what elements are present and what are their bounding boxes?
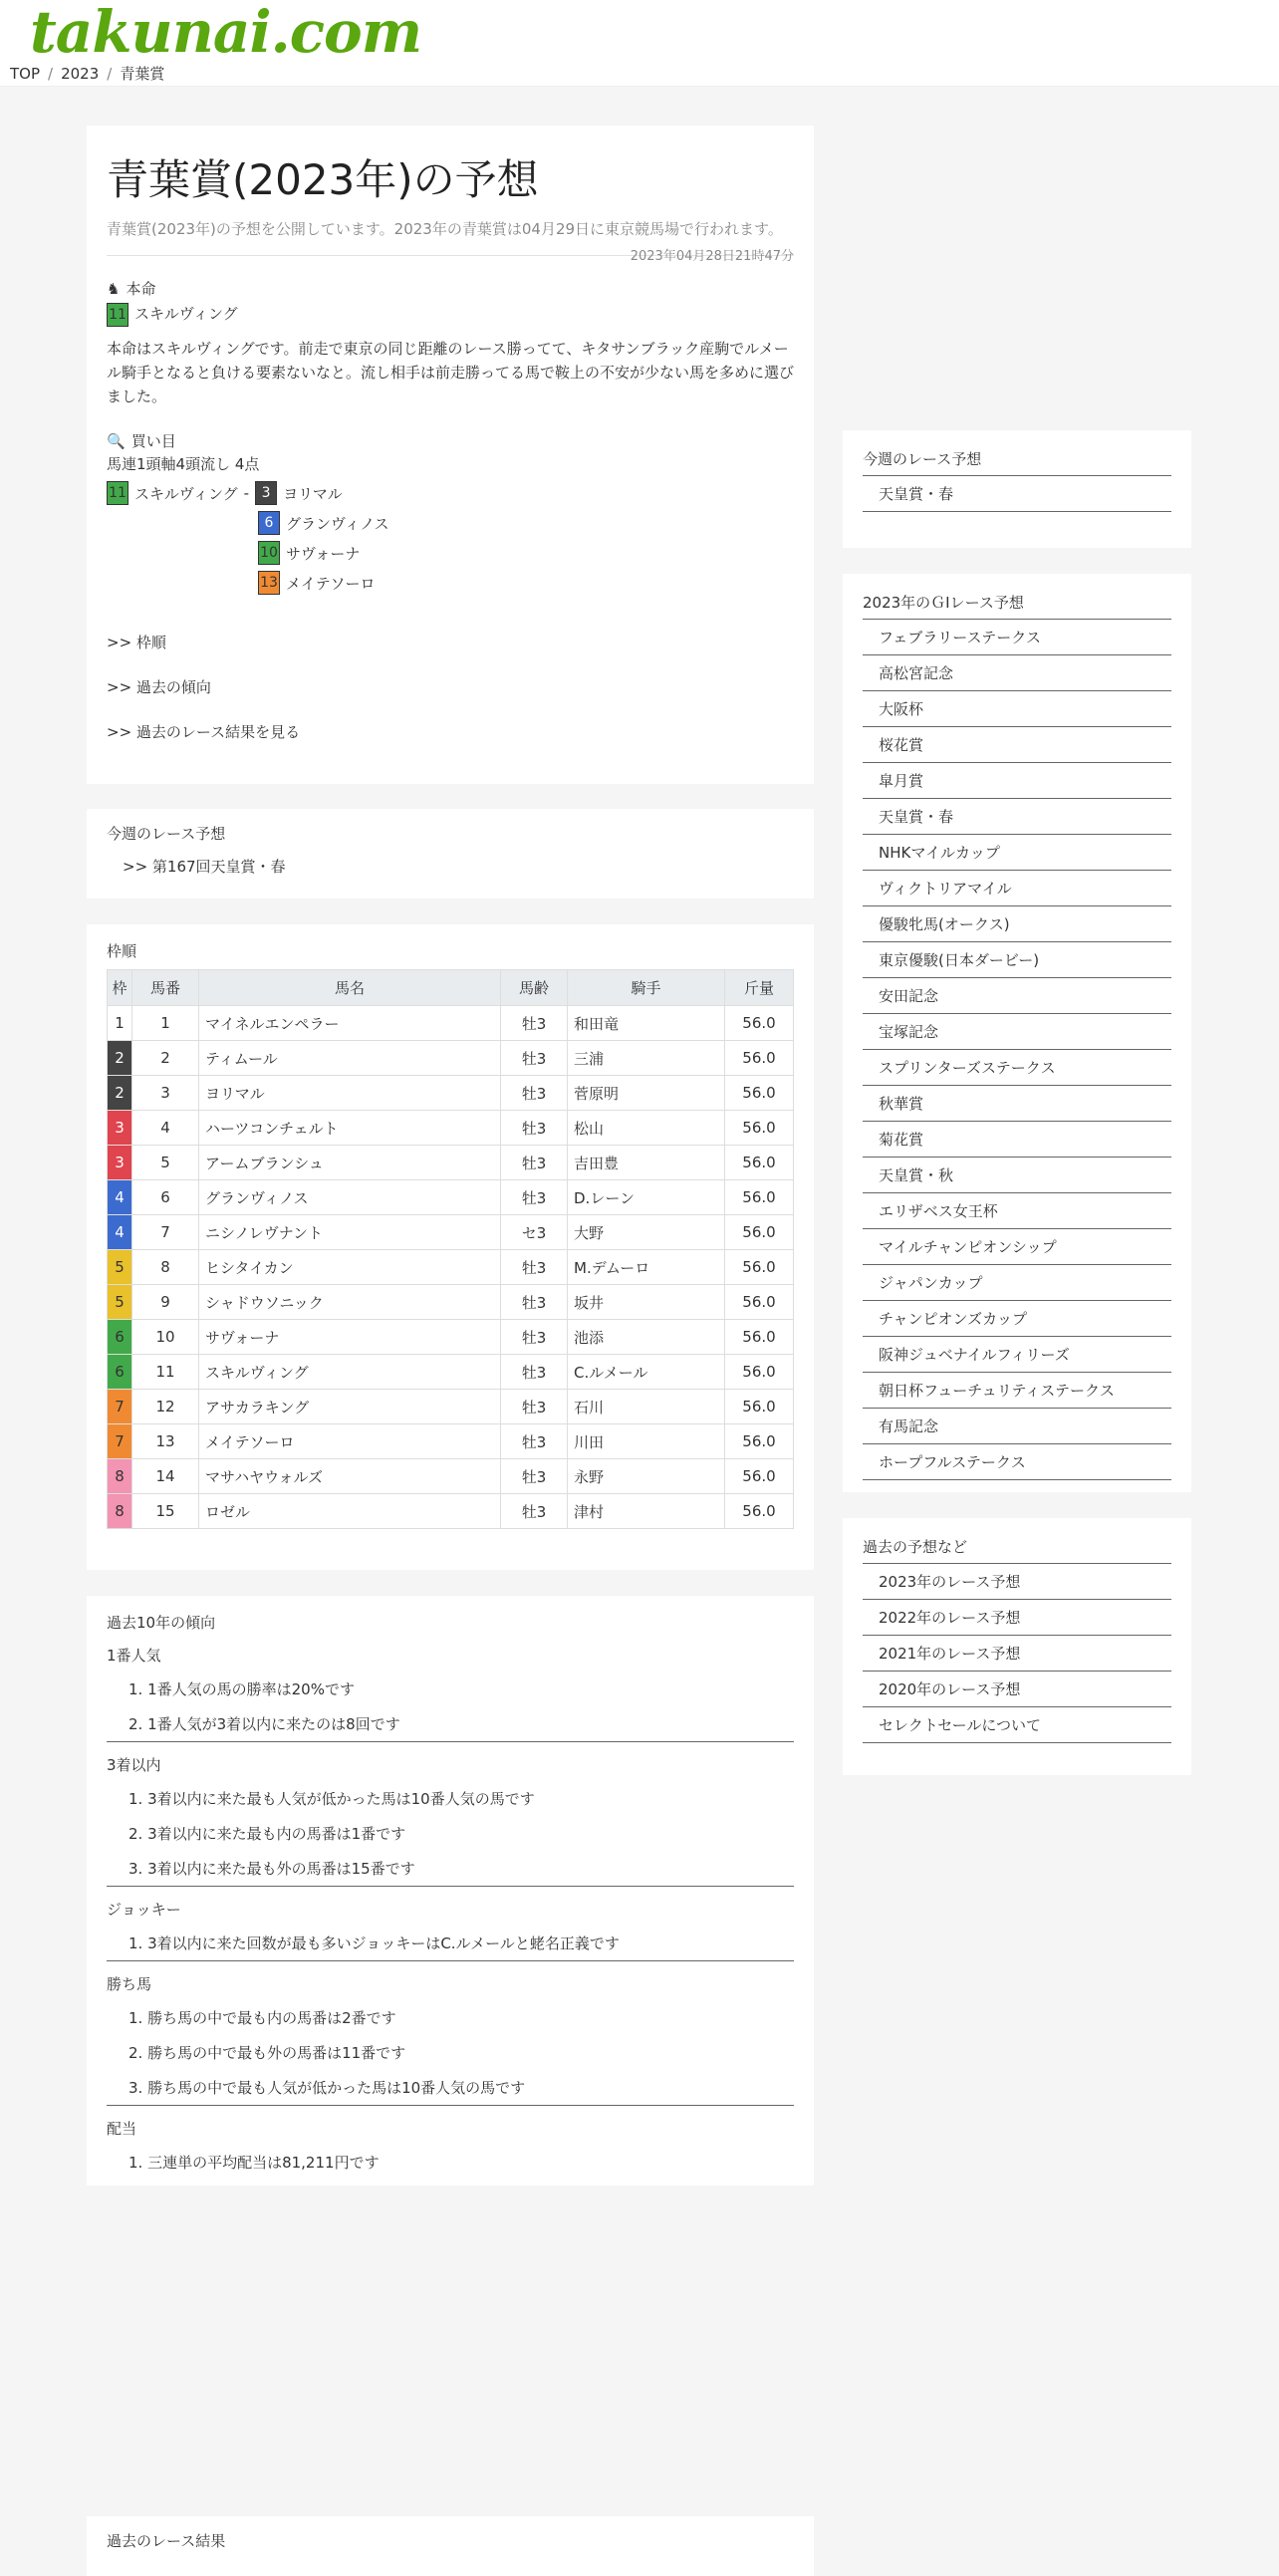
- sidebar-past-title: 過去の予想など: [863, 1536, 1171, 1564]
- sidebar-link[interactable]: 朝日杯フューチュリティステークス: [863, 1373, 1171, 1409]
- waku-cell: 2: [108, 1076, 132, 1111]
- weight-cell: 56.0: [725, 1390, 794, 1424]
- sidebar-link[interactable]: スプリンターズステークス: [863, 1050, 1171, 1086]
- waku-cell: 8: [108, 1494, 132, 1529]
- age-cell: 牡3: [501, 1076, 568, 1111]
- table-row: [108, 1041, 794, 1076]
- umaban-cell: 7: [132, 1215, 199, 1250]
- trend-item: 2. 3着以内に来た最も内の馬番は1番です: [128, 1825, 406, 1843]
- table-row: [108, 1424, 794, 1459]
- weight-cell: 56.0: [725, 1459, 794, 1494]
- horse-name-cell: ティムール: [199, 1041, 501, 1076]
- trends-card: [87, 1596, 814, 2186]
- jockey-cell: 松山: [568, 1111, 725, 1146]
- sidebar-link[interactable]: 皐月賞: [863, 763, 1171, 799]
- sidebar-link[interactable]: 高松宮記念: [863, 655, 1171, 691]
- age-cell: 牡3: [501, 1459, 568, 1494]
- age-cell: 牡3: [501, 1006, 568, 1041]
- honmei-heading: [107, 278, 794, 299]
- table-row: [108, 1111, 794, 1146]
- horse-name-cell: マイネルエンペラー: [199, 1006, 501, 1041]
- weight-cell: 56.0: [725, 1180, 794, 1215]
- table-row: [108, 1250, 794, 1285]
- horse-icon: ♞: [107, 279, 121, 298]
- col-header: 騎手: [568, 970, 725, 1006]
- search-icon: 🔍: [107, 431, 126, 450]
- age-cell: 牡3: [501, 1494, 568, 1529]
- this-week-link[interactable]: >> 第167回天皇賞・春: [123, 858, 286, 876]
- jockey-cell: C.ルメール: [568, 1355, 725, 1390]
- link-entries[interactable]: >> 枠順: [107, 634, 166, 651]
- waku-cell: 4: [108, 1180, 132, 1215]
- sidebar-link[interactable]: マイルチャンピオンシップ: [863, 1229, 1171, 1265]
- trend-group: [107, 1899, 794, 1961]
- partner-name: グランヴィノス: [286, 514, 389, 533]
- lead-text: 青葉賞(2023年)の予想を公開しています。2023年の青葉賞は04月29日に東京競馬場で行われます。: [107, 220, 783, 238]
- col-header: 馬齢: [501, 970, 568, 1006]
- sidebar-link[interactable]: 安田記念: [863, 978, 1171, 1014]
- weight-cell: 56.0: [725, 1250, 794, 1285]
- age-cell: 牡3: [501, 1041, 568, 1076]
- jockey-cell: 津村: [568, 1494, 725, 1529]
- jockey-cell: 吉田豊: [568, 1146, 725, 1180]
- trend-item: 3. 3着以内に来た最も外の馬番は15番です: [128, 1860, 415, 1878]
- waku-cell: 3: [108, 1111, 132, 1146]
- sidebar-link[interactable]: ホープフルステークス: [863, 1444, 1171, 1480]
- jockey-cell: 池添: [568, 1320, 725, 1355]
- horse-name-cell: ハーツコンチェルト: [199, 1111, 501, 1146]
- umaban-cell: 6: [132, 1180, 199, 1215]
- timestamp: 2023年04月28日21時47分: [630, 249, 794, 264]
- sidebar-link[interactable]: 宝塚記念: [863, 1014, 1171, 1050]
- entries-table: [107, 969, 794, 1529]
- waku-cell: 5: [108, 1285, 132, 1320]
- bet-row: [107, 568, 794, 598]
- site-logo[interactable]: takunai.com: [30, 0, 422, 66]
- weight-cell: 56.0: [725, 1320, 794, 1355]
- breadcrumb-top[interactable]: TOP: [10, 65, 41, 83]
- table-row: [108, 1180, 794, 1215]
- col-header: 馬名: [199, 970, 501, 1006]
- umaban-cell: 12: [132, 1390, 199, 1424]
- sidebar-link[interactable]: エリザベス女王杯: [863, 1193, 1171, 1229]
- trend-item: 1. 勝ち馬の中で最も内の馬番は2番です: [128, 2009, 396, 2027]
- table-row: [108, 1285, 794, 1320]
- umaban-cell: 2: [132, 1041, 199, 1076]
- weight-cell: 56.0: [725, 1006, 794, 1041]
- age-cell: 牡3: [501, 1146, 568, 1180]
- breadcrumb: TOP / 2023 / 青葉賞: [10, 65, 165, 83]
- sidebar-link[interactable]: 天皇賞・春: [863, 476, 1171, 512]
- umaban-cell: 1: [132, 1006, 199, 1041]
- trend-group: [107, 1754, 794, 1887]
- sidebar-link[interactable]: 2020年のレース予想: [863, 1672, 1171, 1707]
- weight-cell: 56.0: [725, 1146, 794, 1180]
- table-row: [108, 1390, 794, 1424]
- weight-cell: 56.0: [725, 1111, 794, 1146]
- table-row: [108, 1006, 794, 1041]
- trend-heading: ジョッキー: [107, 1901, 181, 1919]
- horse-name-cell: ヨリマル: [199, 1076, 501, 1111]
- horse-name-cell: ヒシタイカン: [199, 1250, 501, 1285]
- waku-cell: 6: [108, 1355, 132, 1390]
- past-results-title: 過去のレース結果: [107, 2532, 226, 2550]
- sidebar-link[interactable]: 2023年のレース予想: [863, 1564, 1171, 1600]
- table-row: [108, 1459, 794, 1494]
- col-header: 馬番: [132, 970, 199, 1006]
- sidebar-link[interactable]: 大阪杯: [863, 691, 1171, 727]
- trend-heading: 勝ち馬: [107, 1975, 152, 1993]
- bet-row: [107, 508, 794, 538]
- honmei-row: [107, 303, 794, 327]
- sidebar-link[interactable]: フェブラリーステークス: [863, 620, 1171, 655]
- partner-number: 6: [258, 511, 280, 535]
- horse-name-cell: アームブランシュ: [199, 1146, 501, 1180]
- trend-heading: 1番人気: [107, 1647, 161, 1665]
- axis-name: スキルヴィング: [134, 484, 238, 503]
- age-cell: 牡3: [501, 1424, 568, 1459]
- weight-cell: 56.0: [725, 1355, 794, 1390]
- kaime-desc: 馬連1頭軸4頭流し 4点: [107, 455, 260, 473]
- sidebar-link[interactable]: 優駿牝馬(オークス): [863, 906, 1171, 942]
- past-results-card: [87, 2516, 814, 2576]
- weight-cell: 56.0: [725, 1424, 794, 1459]
- partner-name: ヨリマル: [283, 484, 343, 503]
- sidebar-past: [843, 1518, 1191, 1775]
- sidebar-link[interactable]: 2022年のレース予想: [863, 1600, 1171, 1636]
- horse-name-cell: アサカラキング: [199, 1390, 501, 1424]
- trends-list: [107, 1645, 794, 2180]
- breadcrumb-current: 青葉賞: [120, 65, 165, 83]
- waku-cell: 7: [108, 1390, 132, 1424]
- col-header: 枠: [108, 970, 132, 1006]
- table-row: [108, 1215, 794, 1250]
- umaban-cell: 8: [132, 1250, 199, 1285]
- sidebar-link[interactable]: 天皇賞・春: [863, 799, 1171, 835]
- jockey-cell: 和田竜: [568, 1006, 725, 1041]
- jockey-cell: 大野: [568, 1215, 725, 1250]
- umaban-cell: 9: [132, 1285, 199, 1320]
- sidebar-link[interactable]: ヴィクトリアマイル: [863, 871, 1171, 906]
- weight-cell: 56.0: [725, 1215, 794, 1250]
- age-cell: 牡3: [501, 1320, 568, 1355]
- link-trends[interactable]: >> 過去の傾向: [107, 678, 211, 696]
- partner-number: 3: [255, 481, 277, 505]
- table-row: [108, 1494, 794, 1529]
- sidebar-link[interactable]: 秋華賞: [863, 1086, 1171, 1122]
- waku-cell: 4: [108, 1215, 132, 1250]
- partner-number: 13: [258, 571, 280, 595]
- kaime-bets: [107, 478, 794, 598]
- sidebar-link[interactable]: 桜花賞: [863, 727, 1171, 763]
- trend-heading: 配当: [107, 2120, 137, 2138]
- age-cell: 牡3: [501, 1180, 568, 1215]
- waku-cell: 3: [108, 1146, 132, 1180]
- trend-heading: 3着以内: [107, 1756, 161, 1774]
- link-past-results[interactable]: >> 過去のレース結果を見る: [107, 723, 301, 741]
- jockey-cell: 永野: [568, 1459, 725, 1494]
- sidebar-link[interactable]: チャンピオンズカップ: [863, 1301, 1171, 1337]
- jockey-cell: 三浦: [568, 1041, 725, 1076]
- horse-name-cell: メイテソーロ: [199, 1424, 501, 1459]
- breadcrumb-year[interactable]: 2023: [61, 65, 100, 83]
- sidebar-this-week: [843, 430, 1191, 548]
- age-cell: 牡3: [501, 1250, 568, 1285]
- waku-cell: 7: [108, 1424, 132, 1459]
- horse-name-cell: マサハヤウォルズ: [199, 1459, 501, 1494]
- trend-item: 3. 勝ち馬の中で最も人気が低かった馬は10番人気の馬です: [128, 2079, 526, 2097]
- header: [0, 0, 1279, 87]
- horse-name-cell: グランヴィノス: [199, 1180, 501, 1215]
- col-header: 斤量: [725, 970, 794, 1006]
- umaban-cell: 3: [132, 1076, 199, 1111]
- trend-group: [107, 2118, 794, 2180]
- sidebar-g1: [843, 574, 1191, 1492]
- honmei-text: 本命はスキルヴィングです。前走で東京の同じ距離のレース勝ってて、キタサンブラック産駒でルメール騎手となると負ける要素ないなと。流し相手は前走勝ってる馬で鞍上の不安が少ない馬を多めに選びました。: [107, 340, 795, 405]
- umaban-cell: 14: [132, 1459, 199, 1494]
- horse-name-cell: ロゼル: [199, 1494, 501, 1529]
- sidebar-link[interactable]: 東京優駿(日本ダービー): [863, 942, 1171, 978]
- horse-name-cell: スキルヴィング: [199, 1355, 501, 1390]
- honmei-name: スキルヴィング: [134, 305, 238, 323]
- trend-group: [107, 1973, 794, 2106]
- table-header-row: [108, 970, 794, 1006]
- age-cell: 牡3: [501, 1111, 568, 1146]
- sidebar-link[interactable]: 菊花賞: [863, 1122, 1171, 1158]
- jockey-cell: M.デムーロ: [568, 1250, 725, 1285]
- sidebar-link[interactable]: 天皇賞・秋: [863, 1158, 1171, 1193]
- table-row: [108, 1076, 794, 1111]
- waku-cell: 2: [108, 1041, 132, 1076]
- sidebar-link[interactable]: 有馬記念: [863, 1409, 1171, 1444]
- umaban-cell: 4: [132, 1111, 199, 1146]
- umaban-cell: 10: [132, 1320, 199, 1355]
- trend-group: [107, 1645, 794, 1742]
- this-week-title: 今週のレース予想: [107, 825, 226, 843]
- horse-name-cell: ニシノレヴナント: [199, 1215, 501, 1250]
- umaban-cell: 13: [132, 1424, 199, 1459]
- bet-row: [107, 478, 794, 508]
- waku-cell: 8: [108, 1459, 132, 1494]
- trend-item: 1. 3着以内に来た最も人気が低かった馬は10番人気の馬です: [128, 1790, 535, 1808]
- sidebar-link[interactable]: 阪神ジュベナイルフィリーズ: [863, 1337, 1171, 1373]
- axis-arrow: -: [243, 484, 250, 502]
- age-cell: 牡3: [501, 1390, 568, 1424]
- honmei-number: 11: [107, 303, 128, 327]
- sidebar-link[interactable]: セレクトセールについて: [863, 1707, 1171, 1743]
- jockey-cell: 坂井: [568, 1285, 725, 1320]
- weight-cell: 56.0: [725, 1076, 794, 1111]
- partner-name: メイテソーロ: [286, 574, 376, 593]
- entries-title: 枠順: [107, 942, 137, 960]
- bet-row: [107, 538, 794, 568]
- waku-cell: 5: [108, 1250, 132, 1285]
- kaime-heading: [107, 430, 794, 451]
- table-row: [108, 1146, 794, 1180]
- trend-item: 1. 三連単の平均配当は81,211円です: [128, 2154, 380, 2172]
- honmei-label: 本命: [126, 280, 156, 298]
- axis-number: 11: [107, 481, 128, 505]
- sidebar-this-week-title: 今週のレース予想: [863, 448, 1171, 476]
- jockey-cell: D.レーン: [568, 1180, 725, 1215]
- trend-item: 2. 1番人気が3着以内に来たのは8回です: [128, 1715, 400, 1733]
- sidebar-link[interactable]: ジャパンカップ: [863, 1265, 1171, 1301]
- waku-cell: 6: [108, 1320, 132, 1355]
- kaime-label: 買い目: [130, 432, 176, 450]
- waku-cell: 1: [108, 1006, 132, 1041]
- horse-name-cell: シャドウソニック: [199, 1285, 501, 1320]
- partner-number: 10: [258, 541, 280, 565]
- age-cell: セ3: [501, 1215, 568, 1250]
- sidebar-link[interactable]: NHKマイルカップ: [863, 835, 1171, 871]
- trend-item: 1. 3着以内に来た回数が最も多いジョッキーはC.ルメールと蛯名正義です: [128, 1934, 620, 1952]
- sidebar-g1-title: 2023年のＧⅠレース予想: [863, 592, 1171, 620]
- sidebar-link[interactable]: 2021年のレース予想: [863, 1636, 1171, 1672]
- weight-cell: 56.0: [725, 1285, 794, 1320]
- prediction-card: [87, 126, 814, 784]
- horse-name-cell: サヴォーナ: [199, 1320, 501, 1355]
- entries-card: [87, 924, 814, 1570]
- umaban-cell: 5: [132, 1146, 199, 1180]
- jockey-cell: 菅原明: [568, 1076, 725, 1111]
- jockey-cell: 石川: [568, 1390, 725, 1424]
- page-title: 青葉賞(2023年)の予想: [107, 155, 539, 204]
- age-cell: 牡3: [501, 1285, 568, 1320]
- age-cell: 牡3: [501, 1355, 568, 1390]
- trend-item: 1. 1番人気の馬の勝率は20%です: [128, 1680, 355, 1698]
- this-week-card: [87, 809, 814, 899]
- umaban-cell: 11: [132, 1355, 199, 1390]
- weight-cell: 56.0: [725, 1041, 794, 1076]
- partner-name: サヴォーナ: [286, 544, 361, 563]
- trends-title: 過去10年の傾向: [107, 1614, 216, 1632]
- umaban-cell: 15: [132, 1494, 199, 1529]
- trend-item: 2. 勝ち馬の中で最も外の馬番は11番です: [128, 2044, 406, 2062]
- table-row: [108, 1355, 794, 1390]
- weight-cell: 56.0: [725, 1494, 794, 1529]
- table-row: [108, 1320, 794, 1355]
- jockey-cell: 川田: [568, 1424, 725, 1459]
